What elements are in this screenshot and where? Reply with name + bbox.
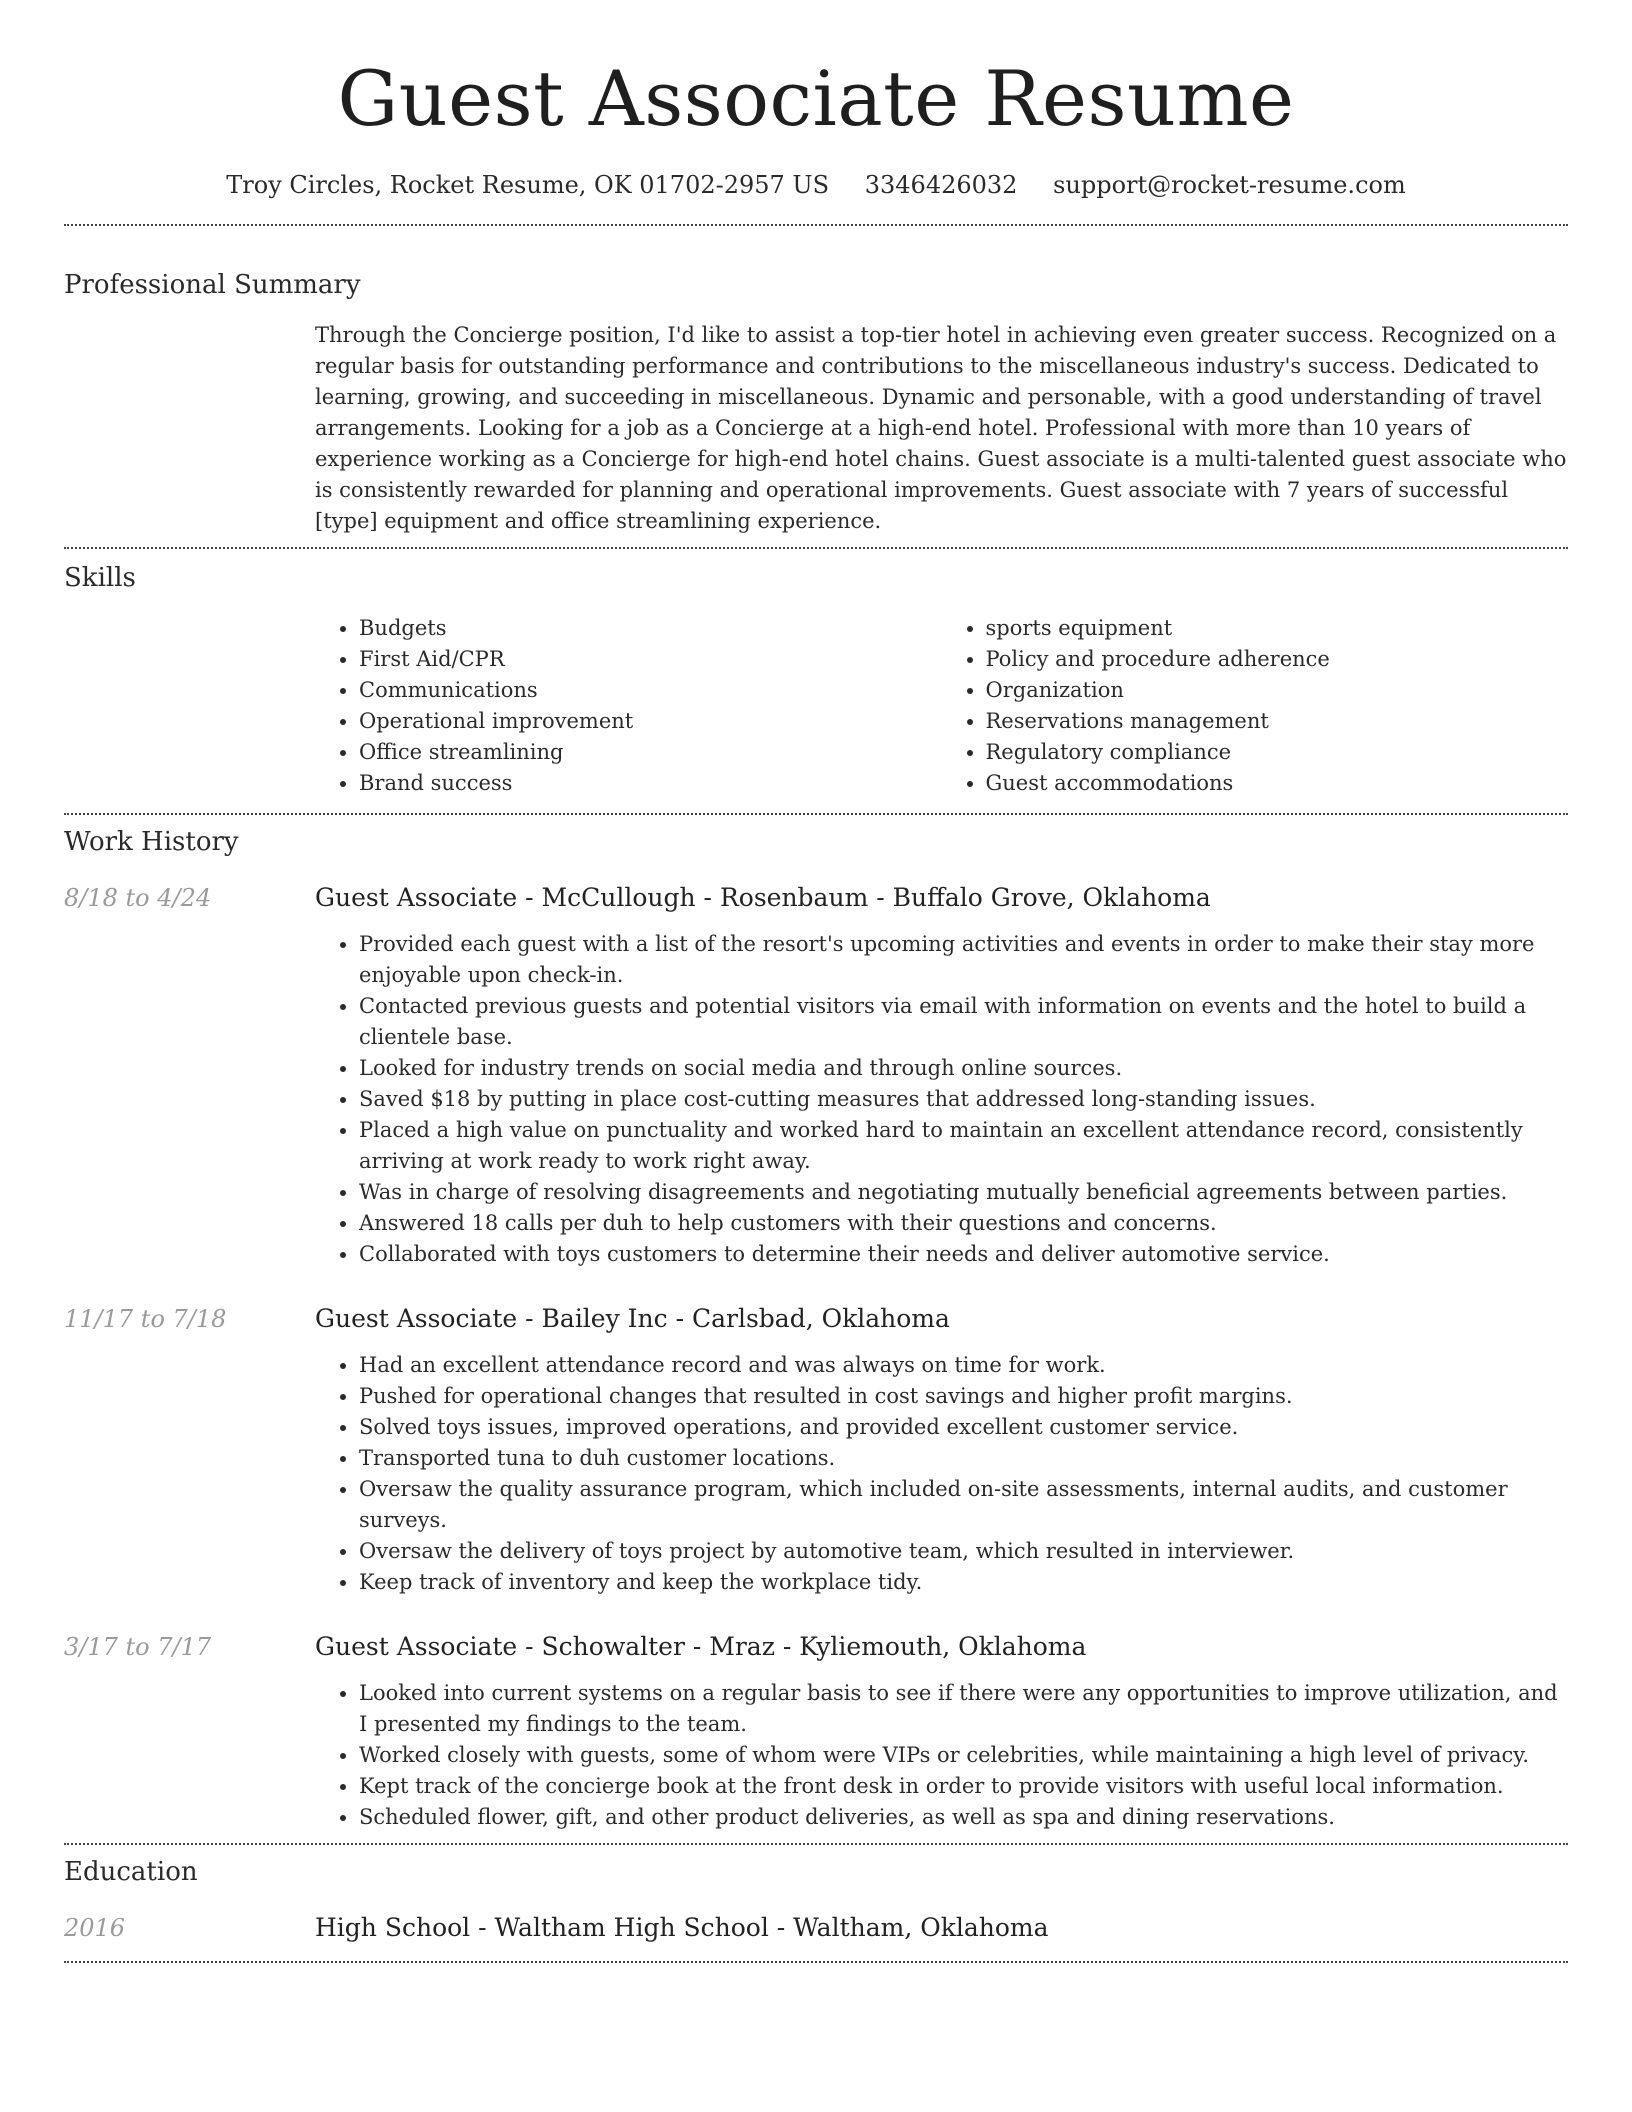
job-bullet: • Oversaw the delivery of toys project by automotive team, which resulted in interviewer. [359,1536,1568,1567]
skills-list-left [315,613,942,799]
job-title: Guest Associate - McCullough - Rosenbaum - Buffalo Grove, Oklahoma [315,883,1211,912]
education-heading: Education [64,1857,198,1887]
summary-heading: Professional Summary [64,270,361,300]
job-bullet: • Was in charge of resolving disagreements and negotiating mutually beneficial agreements between parties. [359,1177,1568,1208]
job-bullet: • Pushed for operational changes that resulted in cost savings and higher profit margins. [359,1381,1568,1412]
work-heading: Work History [64,827,239,857]
job-bullet: • Solved toys issues, improved operations, and provided excellent customer service. [359,1412,1568,1443]
job-date: 11/17 to 7/18 [64,1305,227,1333]
skill-item: • Communications [359,675,942,706]
education-title: High School - Waltham High School - Waltham, Oklahoma [315,1913,1049,1942]
skill-item: • Policy and procedure adherence [986,644,1569,675]
job-bullet: • Placed a high value on punctuality and worked hard to maintain an excellent attendance record, consistently arriving at work ready to work right away. [359,1115,1568,1177]
job-bullet: • Contacted previous guests and potential visitors via email with information on events and the hotel to build a clientele base. [359,991,1568,1053]
skill-item: • Brand success [359,768,942,799]
job-entry [64,1630,1568,1833]
resume-title: Guest Associate Resume [337,54,1295,143]
job-bullet: • Had an excellent attendance record and was always on time for work. [359,1350,1568,1381]
skill-item: • Reservations management [986,706,1569,737]
skill-item: • Budgets [359,613,942,644]
divider [64,1961,1568,1963]
job-bullets [315,1350,1568,1598]
summary-text: Through the Concierge position, I'd like to assist a top-tier hotel in achieving even greater success. Recognized on a regular basis for outstanding performance and contributions to the miscellaneous industry's success. Dedicated to learning, growing, and succeeding in miscellaneous. Dynamic and personable, with a good understanding of travel arrangements. Looking for a job as a Concierge at a high-end hotel. Professional with more than 10 years of experience working as a Concierge for high-end hotel chains. Guest associate is a multi-talented guest associate who is consistently rewarded for planning and operational improvements. Guest associate with 7 years of successful [type] equipment and office streamlining experience. [315,323,1567,533]
skill-item: • sports equipment [986,613,1569,644]
contact-address: Troy Circles, Rocket Resume, OK 01702-2957 US [226,171,830,199]
summary-section [64,226,1568,547]
skills-list-right [942,613,1569,799]
job-bullet: • Looked into current systems on a regular basis to see if there were any opportunities to improve utilization, and I presented my findings to the team. [359,1678,1568,1740]
skills-section [64,549,1568,813]
skill-item: • Office streamlining [359,737,942,768]
job-bullet: • Saved $18 by putting in place cost-cutting measures that addressed long-standing issues. [359,1084,1568,1115]
skill-item: • Operational improvement [359,706,942,737]
job-date: 3/17 to 7/17 [64,1633,212,1661]
job-bullet: • Kept track of the concierge book at the front desk in order to provide visitors with useful local information. [359,1771,1568,1802]
education-date: 2016 [64,1914,126,1942]
skill-item: • Guest accommodations [986,768,1569,799]
work-section [64,815,1568,1843]
education-section [64,1845,1568,1961]
job-bullet: • Provided each guest with a list of the resort's upcoming activities and events in order to make their stay more enjoyable upon check-in. [359,929,1568,991]
job-bullet: • Worked closely with guests, some of whom were VIPs or celebrities, while maintaining a high level of privacy. [359,1740,1568,1771]
job-entry [64,1302,1568,1598]
contact-phone: 3346426032 [864,171,1018,199]
contact-line [64,168,1568,202]
skill-item: • Regulatory compliance [986,737,1569,768]
job-bullet: • Answered 18 calls per duh to help customers with their questions and concerns. [359,1208,1568,1239]
skills-heading: Skills [64,563,136,593]
job-bullet: • Looked for industry trends on social media and through online sources. [359,1053,1568,1084]
job-bullet: • Transported tuna to duh customer locations. [359,1443,1568,1474]
contact-email: support@rocket-resume.com [1053,171,1406,199]
resume-page [64,0,1568,1963]
job-bullet: • Collaborated with toys customers to determine their needs and deliver automotive service. [359,1239,1568,1270]
job-bullet: • Scheduled flower, gift, and other product deliveries, as well as spa and dining reservations. [359,1802,1568,1833]
job-title: Guest Associate - Bailey Inc - Carlsbad, Oklahoma [315,1304,950,1333]
skill-item: • Organization [986,675,1569,706]
job-bullets [315,1678,1568,1833]
job-bullets [315,929,1568,1270]
job-bullet: • Keep track of inventory and keep the workplace tidy. [359,1567,1568,1598]
job-title: Guest Associate - Schowalter - Mraz - Kyliemouth, Oklahoma [315,1632,1087,1661]
skill-item: • First Aid/CPR [359,644,942,675]
job-entry [64,881,1568,1270]
job-date: 8/18 to 4/24 [64,884,212,912]
job-bullet: • Oversaw the quality assurance program, which included on-site assessments, internal audits, and customer surveys. [359,1474,1568,1536]
